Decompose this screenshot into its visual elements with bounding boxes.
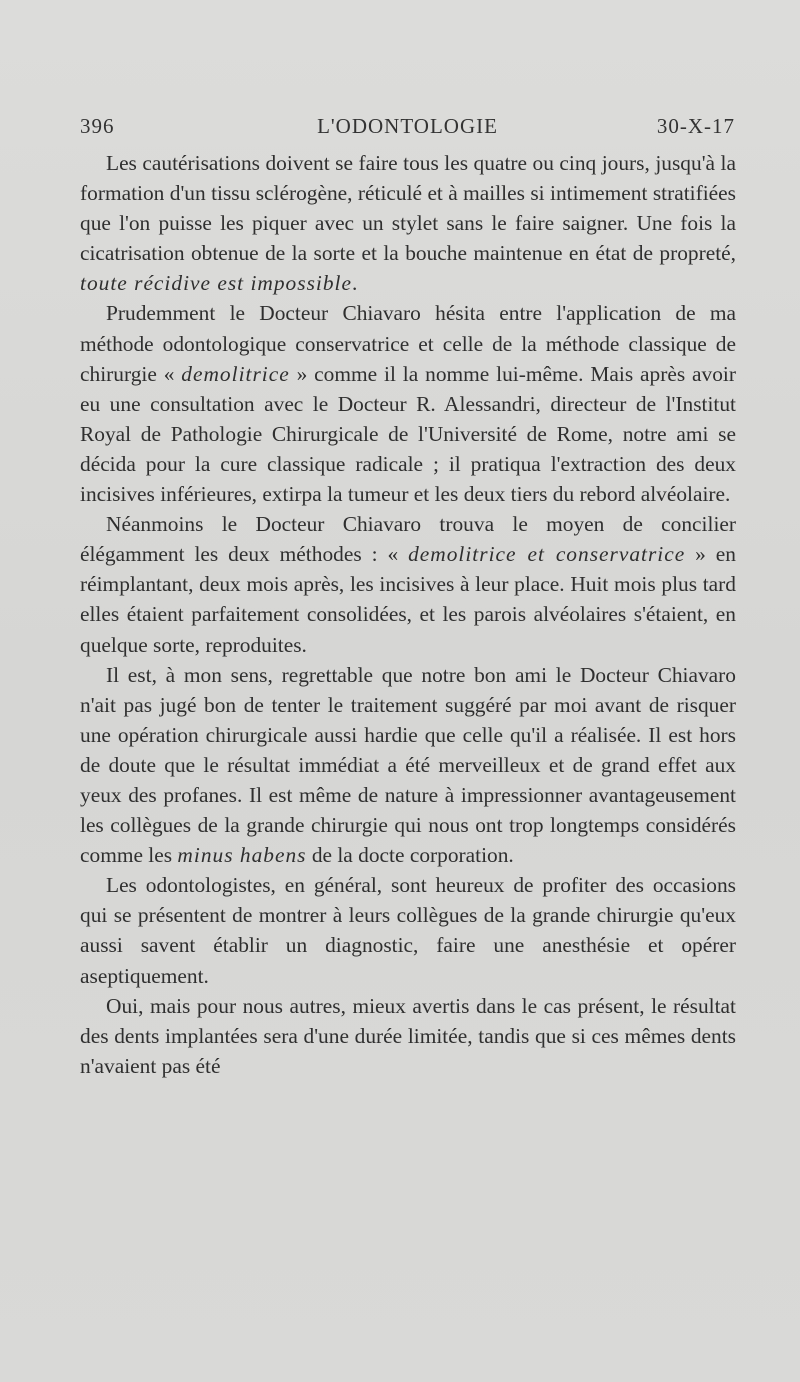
- paragraph-text: Oui, mais pour nous autres, mieux avertis dans le cas présent, le résultat des dents implantées sera d'une durée limitée, tandis que si ces mêmes dents n'avaient pas été: [80, 993, 736, 1078]
- italic-text: minus habens: [177, 843, 307, 868]
- paragraph-text: Néanmoins le Docteur Chiavaro trouva le moyen de concilier élégamment les deux méthodes : «: [80, 512, 736, 567]
- paragraph-text: » comme il la nomme lui-même. Mais après avoir eu une consultation avec le Docteur R. Alessandri, directeur de l'Institut Royal de Pathologie Chirurgicale de l'Université de Rome, notre ami se décida pour la cure classique radicale ; il pratiqua l'extraction des deux incisives inférieures, extirpa la tumeur et les deux tiers du rebord alvéolaire.: [80, 361, 737, 507]
- issue-date: 30-X-17: [656, 114, 735, 138]
- paragraph: [80, 298, 736, 509]
- paragraph: [80, 870, 736, 990]
- running-header: [80, 114, 735, 144]
- paragraph-text: Les odontologistes, en général, sont heureux de profiter des occasions qui se présentent de montrer à leurs collègues de la grande chirurgie qu'eux aussi savent établir un diagnostic, faire une anesthésie et opérer aseptiquement.: [80, 873, 736, 988]
- italic-text: toute récidive est impossible: [80, 271, 352, 296]
- paragraph-text: .: [351, 271, 358, 296]
- paragraph: [80, 991, 736, 1081]
- paragraph: [80, 660, 736, 871]
- paragraph-text: de la docte corporation.: [306, 843, 514, 868]
- italic-text: demolitrice: [181, 361, 290, 386]
- body-text: [80, 148, 736, 1081]
- paragraph-text: » en réimplantant, deux mois après, les incisives à leur place. Huit mois plus tard elles étaient parfaitement consolidées, et les parois alvéolaires s'étaient, en quelque sorte, reproduites.: [80, 542, 736, 657]
- paragraph-text: Les cautérisations doivent se faire tous les quatre ou cinq jours, jusqu'à la formation d'un tissu sclérogène, réticulé et à mailles si intimement stratifiées que l'on puisse les piquer avec un stylet sans le faire saigner. Une fois la cicatrisation obtenue de la sorte et la bouche maintenue en état de propreté,: [80, 151, 736, 266]
- paragraph: [80, 148, 736, 298]
- paragraph-text: Il est, à mon sens, regrettable que notre bon ami le Docteur Chiavaro n'ait pas jugé bon de tenter le traitement suggéré par moi avant de risquer une opération chirurgicale aussi hardie que celle qu'il a réalisée. Il est hors de doute que le résultat immédiat a été merveilleux et de grand effet aux yeux des profanes. Il est même de nature à impressionner avantageusement les collègues de la grande chirurgie qui nous ont trop longtemps considérés comme les: [80, 662, 736, 868]
- paragraph-text: Prudemment le Docteur Chiavaro hésita entre l'application de ma méthode odontologique conservatrice et celle de la méthode classique de chirurgie «: [80, 301, 736, 386]
- paragraph: [80, 509, 736, 659]
- page-number: 396: [80, 114, 115, 138]
- journal-title: L'ODONTOLOGIE: [317, 114, 498, 138]
- italic-text: demolitrice et conservatrice: [408, 542, 686, 567]
